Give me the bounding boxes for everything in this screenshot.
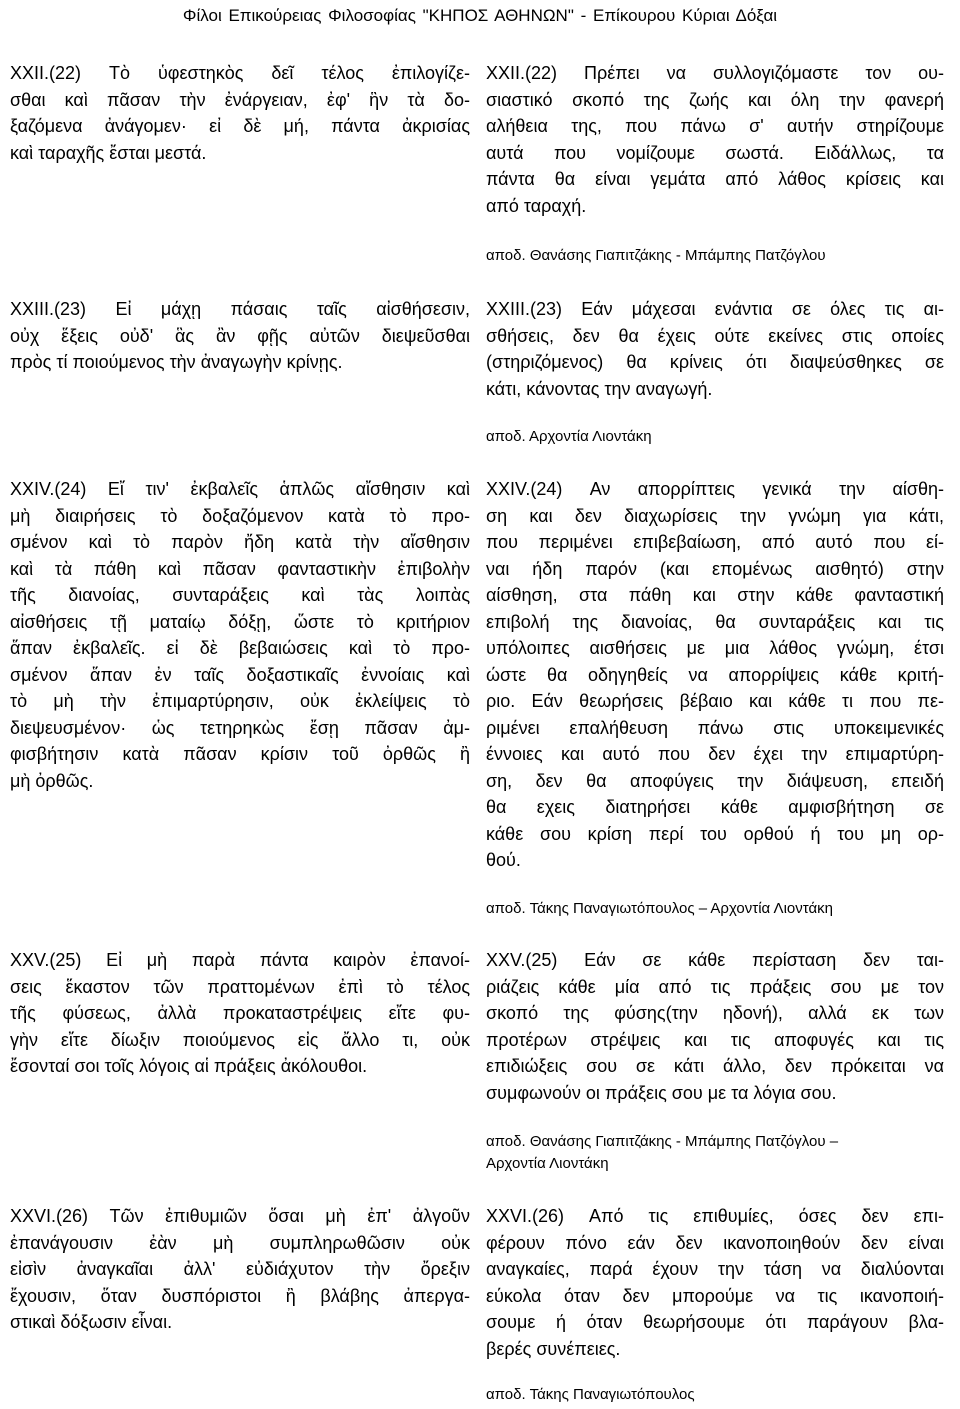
text-line: αἰσθήσεις τῇ ματαίῳ δόξῃ, ὥστε τὸ κριτήριον [10,611,470,632]
text-line: XXV.(25) Εάν σε κάθε περίσταση δεν ται- [486,950,944,970]
text-line: κάθε σου κρίση περί του ορθού ή του μη ορ- [486,823,944,844]
text-line: (στηριζόμενος) θα κρίνεις ότι διαψεύσθηκες σε [486,352,944,372]
translation-credit-xxiii [486,426,946,448]
text-line: ἅπαν ἐκβαλεῖς. εἰ δὲ βεβαιώσεις καὶ τὸ προ- [10,638,470,658]
text-line: XXVI.(26) Τῶν ἐπιθυμιῶν ὅσαι μὴ ἐπ' ἀλγοῦν [10,1206,470,1226]
text-line: φισβήτησιν κατὰ πᾶσαν κρίσιν τοῦ ὀρθῶς ἢ [10,744,470,764]
translation-credit-xxiv [486,898,946,920]
text-line: βερές συνέπειες. [486,1338,621,1359]
text-line: αίσθηση, στα πάθη και στην κάθε φανταστική [486,585,944,605]
text-line: XXV.(25) Εἰ μὴ παρὰ πάντα καιρὸν ἐπανοί- [10,950,470,970]
text-line: ριάζεις κάθε μία από τις πράξεις σου με τον [486,976,944,997]
text-line: συμφωνούν οι πράξεις σου με τα λόγια σου. [486,1082,837,1103]
text-line: ριμένει επαλήθευση πάνω στις υποκειμενικές [486,717,944,738]
greek-text-xxiv [10,476,470,794]
text-line: οὐχ ἕξεις οὐδ' ἃς ἂν φῇς αὐτῶν διεψεῦσθαι [10,325,470,346]
text-line: XXII.(22) Τὸ ὑφεστηκὸς δεῖ τέλος ἐπιλογίζε- [10,63,470,83]
text-line: σθαι καὶ πᾶσαν τὴν ἐνάργειαν, ἐφ' ἣν τὰ δο- [10,89,470,110]
text-line: ση, δεν θα αποφύγεις την διάψευση, επειδή [486,770,944,791]
text-line: θα εχεις διατηρήσει κάθε αμφισβήτηση σε [486,797,944,817]
text-line: σθήσεις, δεν θα έχεις ούτε εκείνες στις οποίες [486,325,944,346]
credit-line: αποδ. Θανάσης Γιαπιτζάκης - Μπάμπης Πατζόγλου [486,247,826,264]
text-line: πρὸς τί ποιούμενος τὴν ἀναγωγὴν κρίνῃς. [10,352,343,372]
credit-line: αποδ. Αρχοντία Λιοντάκη [486,428,652,445]
text-line: αλήθεια της, που πάνω σ' αυτήν στηρίζουμε [486,116,944,136]
credit-line: αποδ. Τάκης Παναγιωτόπουλος – Αρχοντία Λιοντάκη [486,900,833,917]
text-line: έννοιες και αυτό που δεν έχει την επιμαρτύρη- [486,744,944,764]
credit-line: αποδ. Θανάσης Γιαπιτζάκης - Μπάμπης Πατζόγλου – [486,1133,839,1150]
text-line: εύκολα όταν δεν μπορούμε να τις ικανοποιή- [486,1285,944,1306]
translation-credit-xxvi [486,1384,946,1406]
text-line: XXIII.(23) Εἰ μάχῃ πάσαις ταῖς αἰσθήσεσιν, [10,299,470,319]
text-line: ναι ήδη παρόν (και επομένως αισθητό) στην [486,558,944,579]
greek-text-xxvi [10,1203,470,1336]
text-line: σμένον ἅπαν ἐν ταῖς δοξαστικαῖς ἐννοίαις καὶ [10,664,470,685]
text-line: XXVI.(26) Από τις επιθυμίες, όσες δεν επι- [486,1206,944,1226]
text-line: ἐπανάγουσιν ἐὰν μὴ συμπληρωθῶσιν οὐκ [10,1232,470,1253]
text-line: σκοπό της φύσης(την ηδονή), αλλά εκ των [486,1003,944,1023]
text-line: σουμε ή όταν θεωρήσουμε ότι παράγουν βλα- [486,1312,944,1332]
text-line: σιαστικό σκοπό της ζωής και όλη την φανερή [486,89,944,110]
text-line: τὸ μὴ τὴν ἐπιμαρτύρησιν, οὐκ ἐκλείψεις τὸ [10,691,470,711]
text-line: ἔσονταί σοι τοῖς λόγοις αἱ πράξεις ἀκόλουθοι. [10,1056,368,1076]
text-line: επιδιώξεις σου σε κάτι άλλο, δεν πρόκειται να [486,1056,944,1076]
text-line: εἰσὶν ἀναγκαῖαι ἀλλ' εὐδιάχυτον τὴν ὄρεξιν [10,1259,470,1279]
page-header: Φίλοι Επικούρειας Φιλοσοφίας "ΚΗΠΟΣ ΑΘΗΝΩΝ" - Επίκουρου Κύριαι Δόξαι [182,6,778,25]
text-line: προτέρων στρέψεις και τις αποφυγές και τις [486,1029,944,1050]
modern-text-xxvi [486,1203,944,1362]
text-line: μὴ διαιρήσεις τὸ δοξαζόμενον κατὰ τὸ προ- [10,505,470,526]
greek-text-xxv [10,947,470,1080]
text-line: ξαζόμενα ἀνάγομεν· εἰ δὲ μή, πάντα ἀκρισίας [10,116,470,136]
text-line: μὴ ὀρθῶς. [10,770,94,791]
text-line: επιβολή της διανοίας, θα συνταράξεις και τις [486,611,944,632]
text-line: ση και δεν διαχωρίσεις την γνώμη για κάτι, [486,505,944,526]
greek-text-xxii [10,60,470,166]
text-line: αναγκαίες, παρά έχουν την τάση να διαλύονται [486,1259,944,1279]
text-line: τῆς φύσεως, ἀλλὰ προκαταστρέψεις εἴτε φυ- [10,1003,470,1023]
modern-text-xxii [486,60,944,219]
text-line: φέρουν πόνο εάν δεν ικανοποιηθούν δεν είναι [486,1232,944,1253]
text-line: γὴν εἴτε δίωξιν ποιούμενος εἰς ἄλλο τι, οὐκ [10,1029,470,1050]
text-line: θού. [486,850,521,870]
text-line: XXIV.(24) Εἴ τιν' ἐκβαλεῖς ἁπλῶς αἴσθησιν καὶ [10,479,470,499]
text-line: XXII.(22) Πρέπει να συλλογιζόμαστε τον ου- [486,63,944,83]
text-line: τῆς διανοίας, συνταράξεις καὶ τὰς λοιπὰς [10,585,470,605]
text-line: στικαὶ δόξωσιν εἶναι. [10,1312,173,1332]
greek-text-xxiii [10,296,470,376]
text-line: ἔχουσιν, ὅταν δυσπόριστοι ἢ βλάβης ἀπεργα- [10,1285,470,1306]
modern-text-xxiv [486,476,944,874]
credit-line: Αρχοντία Λιοντάκη [486,1155,609,1172]
text-line: διεψευσμένον· ὡς τετηρηκὼς ἔσῃ πᾶσαν ἀμ- [10,717,470,738]
text-line: XXIV.(24) Αν απορρίπτεις γενικά την αίσθη- [486,479,944,499]
text-line: αυτά που νομίζουμε σωστά. Ειδάλλως, τα [486,142,944,163]
text-line: καὶ ταραχῆς ἔσται μεστά. [10,142,207,163]
text-line: από ταραχή. [486,195,587,216]
translation-credit-xxii [486,245,946,267]
modern-text-xxiii [486,296,944,402]
text-line: υπόλοιπες αισθήσεις με μια λάθος γνώμη, έτσι [486,638,944,658]
text-line: πάντα θα είναι γεμάτα από λάθος κρίσεις και [486,169,944,189]
text-line: ώστε θα οδηγηθείς να απορρίψεις κάθε κριτή- [486,664,944,685]
text-line: σεις ἕκαστον τῶν πραττομένων ἐπὶ τὸ τέλος [10,976,470,997]
modern-text-xxv [486,947,944,1106]
credit-line: αποδ. Τάκης Παναγιωτόπουλος [486,1386,695,1403]
text-line: καὶ τὰ πάθη καὶ πᾶσαν φανταστικὴν ἐπιβολὴν [10,558,470,579]
translation-credit-xxv [486,1131,946,1175]
text-line: σμένον καὶ τὸ παρὸν ἤδη κατὰ τὴν αἴσθησιν [10,532,470,552]
text-line: κάτι, κάνοντας την αναγωγή. [486,378,713,399]
text-line: XXIII.(23) Εάν μάχεσαι ενάντια σε όλες τις αι- [486,299,944,319]
text-line: που περιμένει επιβεβαίωση, από αυτό που εί- [486,532,944,552]
text-line: ριο. Εάν θεωρήσεις βέβαιο και κάθε τι που πε- [486,691,944,711]
